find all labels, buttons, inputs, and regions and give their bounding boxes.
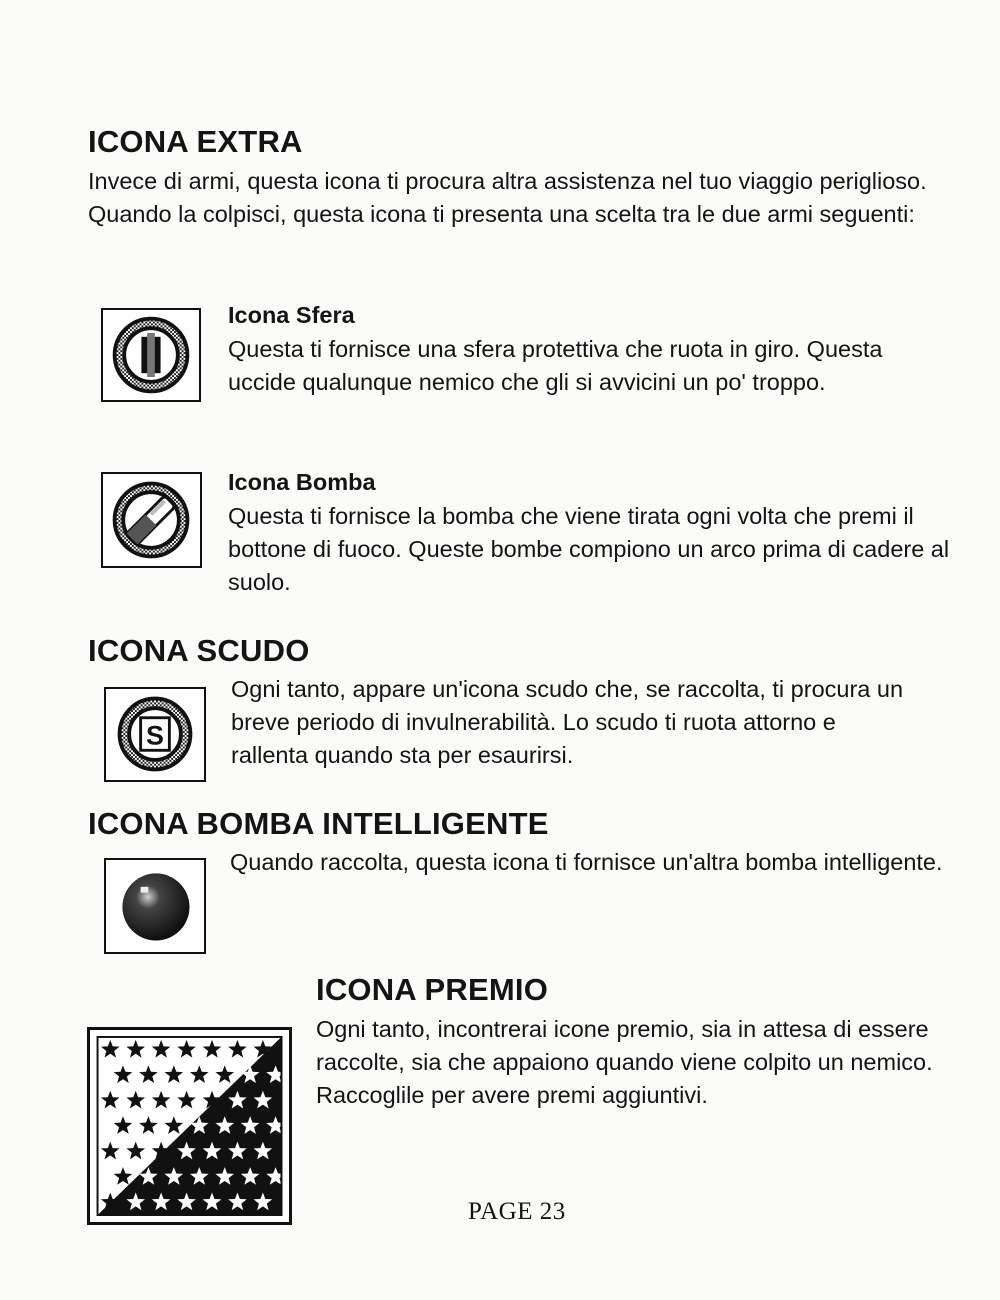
page-number: PAGE 23 xyxy=(468,1198,566,1225)
bonus-description: Ogni tanto, incontrerai icone premio, sia in attesa di essere raccolte, sia che appaiono quando viene colpito un nemico. Raccoglile per avere premi aggiuntivi. xyxy=(316,1016,933,1108)
extra-description: Invece di armi, questa icona ti procura altra assistenza nel tuo viaggio periglioso. Quando la colpisci, questa icona ti presenta una scelta tra le due armi seguenti: xyxy=(88,168,927,227)
heading-icona-bomba-intelligente: ICONA BOMBA INTELLIGENTE xyxy=(88,806,549,841)
sphere-title: Icona Sfera xyxy=(228,302,355,328)
shield-s-icon xyxy=(104,687,206,782)
bonus-stars-icon xyxy=(87,1027,292,1225)
sphere-icon xyxy=(101,308,201,402)
sphere-description: Questa ti fornisce una sfera protettiva che ruota in giro. Questa uccide qualunque nemico che gli si avvicini un po' troppo. xyxy=(228,336,883,395)
heading-icona-extra: ICONA EXTRA xyxy=(88,124,303,159)
bomb-title: Icona Bomba xyxy=(228,469,376,495)
shield-description: Ogni tanto, appare un'icona scudo che, se raccolta, ti procura un breve periodo di invulnerabilità. Lo scudo ti ruota attorno e rallenta quando sta per esaurirsi. xyxy=(231,676,904,768)
bomb-description: Questa ti fornisce la bomba che viene tirata ogni volta che premi il bottone di fuoco. Queste bombe compiono un arco prima di cadere al suolo. xyxy=(228,503,950,595)
smart-bomb-description: Quando raccolta, questa icona ti fornisce un'altra bomba intelligente. xyxy=(230,849,943,875)
heading-icona-premio: ICONA PREMIO xyxy=(316,972,549,1007)
smart-bomb-icon xyxy=(104,858,206,954)
heading-icona-scudo: ICONA SCUDO xyxy=(88,633,310,668)
shield-letter: S xyxy=(146,720,164,751)
bomb-icon xyxy=(101,472,202,568)
